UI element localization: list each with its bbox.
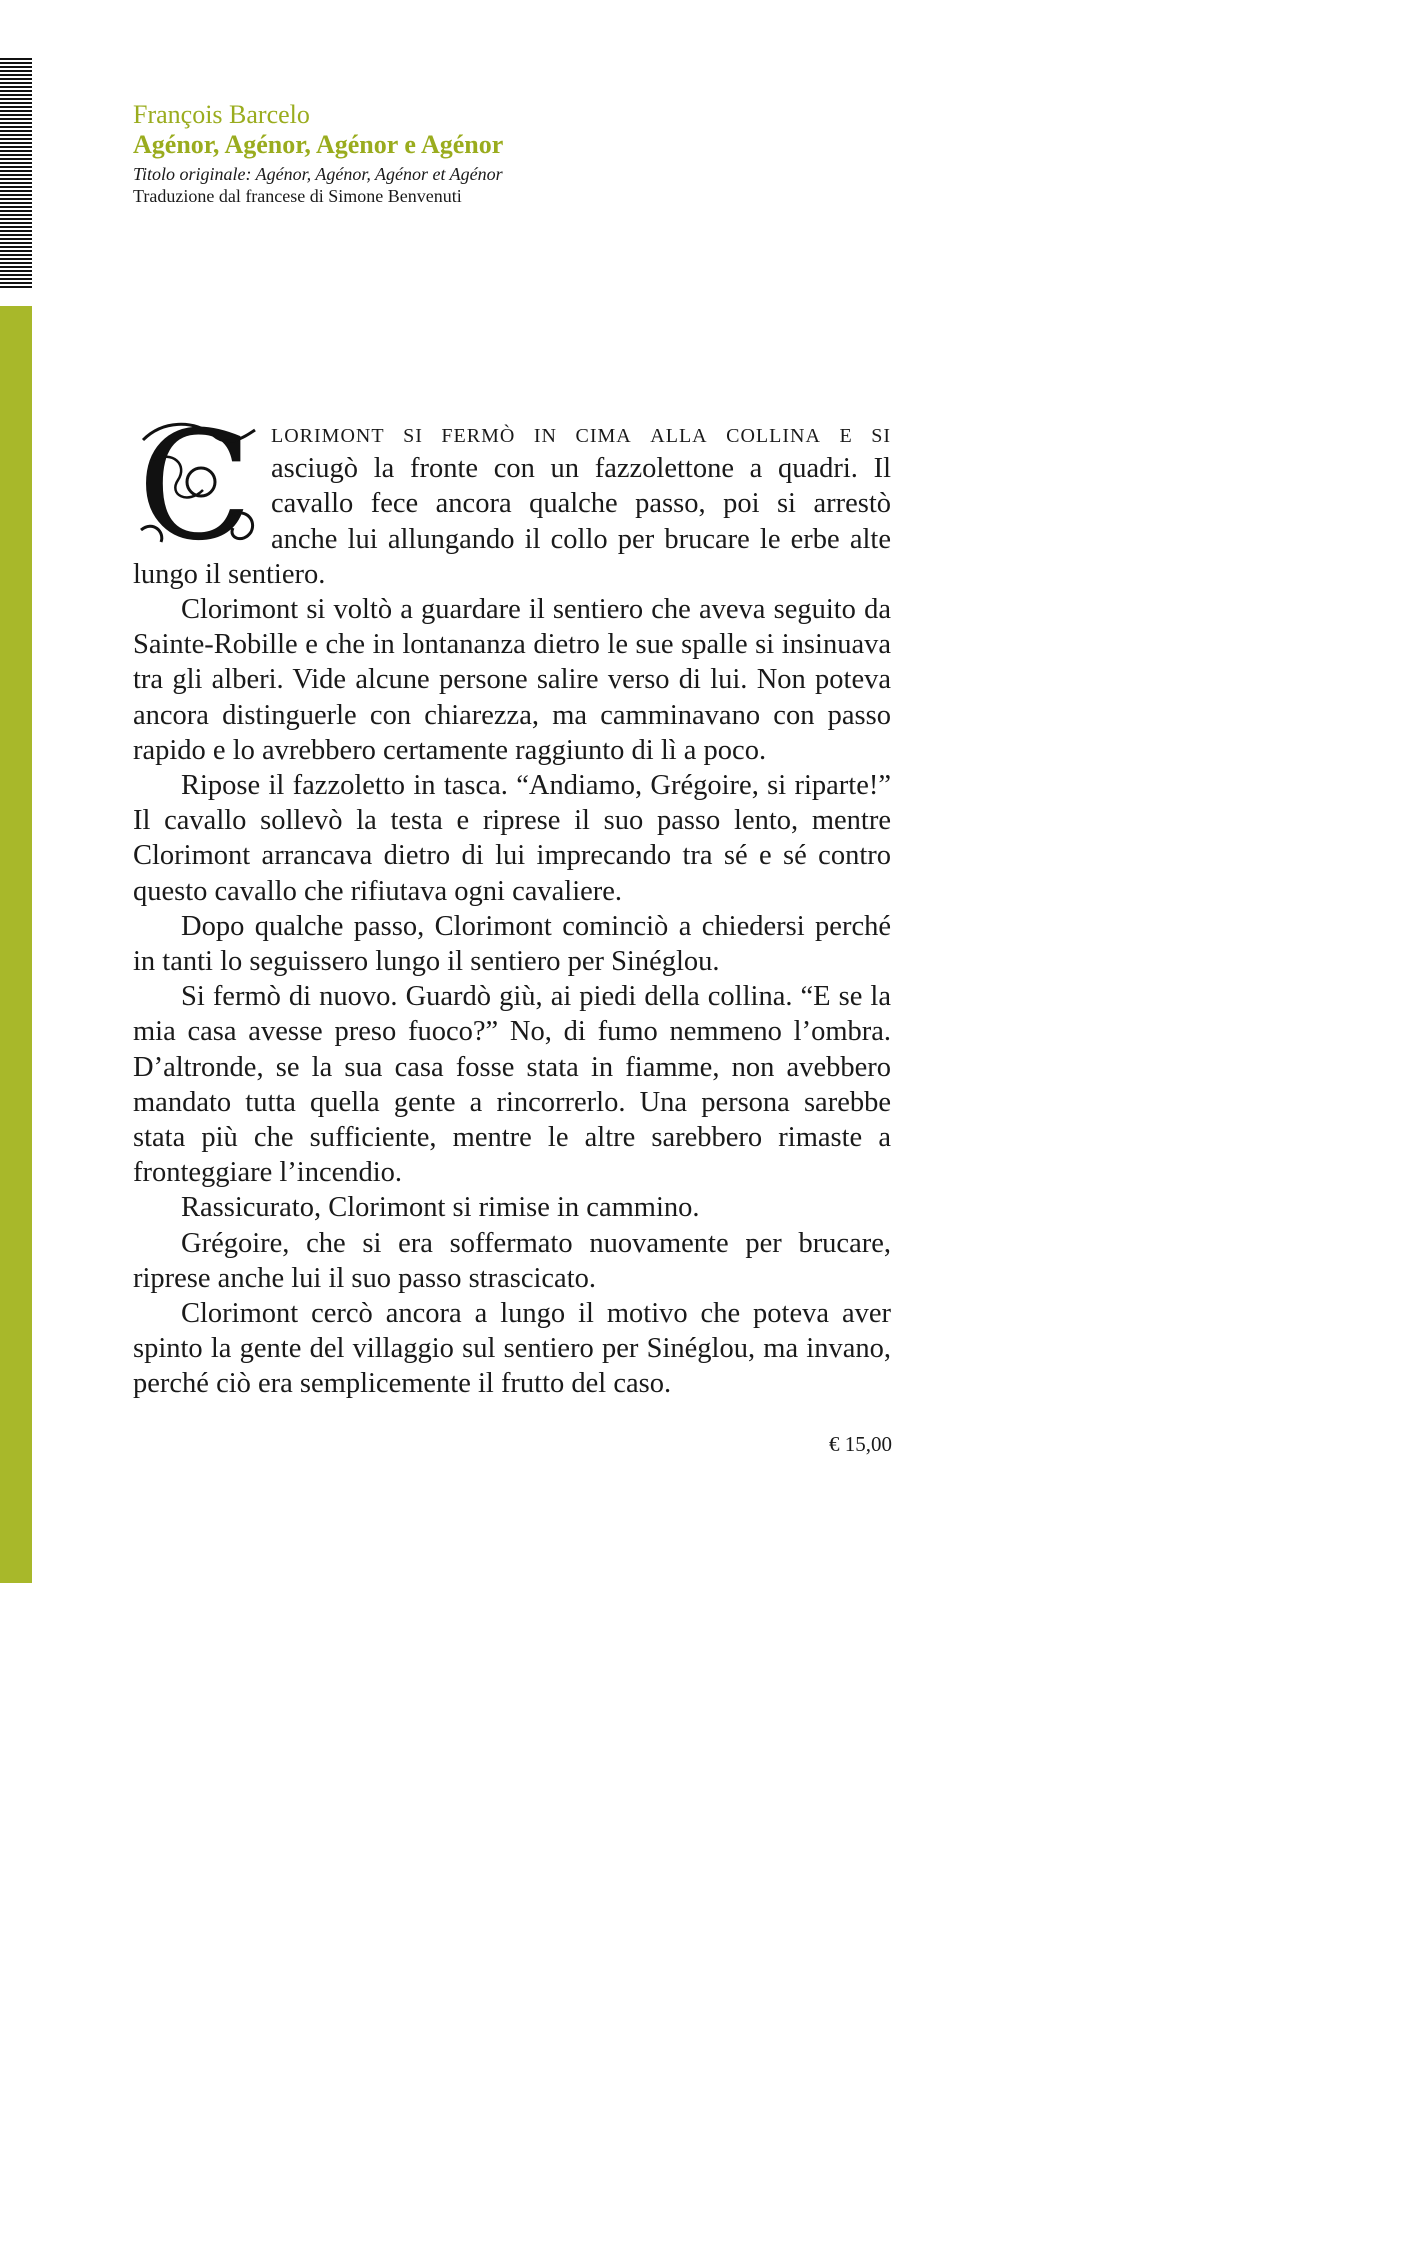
original-title: Titolo originale: Agénor, Agénor, Agénor et Agénor bbox=[133, 164, 503, 184]
book-header bbox=[133, 100, 933, 207]
paragraph: Dopo qualche passo, Clorimont cominciò a chiedersi perché in tanti lo seguissero lungo il sentiero per Sinéglou. bbox=[133, 910, 891, 978]
paragraph: Clorimont cercò ancora a lungo il motivo che poteva aver spinto la gente del villaggio sul sentiero per Sinéglou, ma invano, perché ciò era semplicemente il frutto del caso. bbox=[133, 1298, 891, 1400]
translation-credit: Traduzione dal francese di Simone Benvenuti bbox=[133, 186, 462, 206]
opening-text: asciugò la fronte con un fazzolettone a quadri. Il cavallo fece ancora qualche passo, poi si arrestò anche lui allungando il collo per brucare le erbe alte lungo il sentiero. bbox=[133, 453, 891, 590]
paragraph: Rassicurato, Clorimont si rimise in cammino. bbox=[181, 1192, 700, 1224]
paragraph: Grégoire, che si era soffermato nuovamente per brucare, riprese anche lui il suo passo strascicato. bbox=[133, 1227, 891, 1294]
decorated-initial-c bbox=[133, 420, 263, 550]
book-title: Agénor, Agénor, Agénor e Agénor bbox=[133, 130, 504, 159]
opening-smallcaps: lorimont si fermò in cima alla collina e si bbox=[271, 418, 891, 449]
dropcap-letter: C bbox=[137, 420, 253, 550]
author-name: François Barcelo bbox=[133, 100, 310, 129]
paragraph: Si fermò di nuovo. Guardò giù, ai piedi della collina. “E se la mia casa avesse preso fuoco?” No, di fumo nemmeno l’ombra. D’altronde, se la sua casa fosse stata in fiamme, non avebbero mandato tutta quella gente a rincorrerlo. Una persona sarebbe stata più che sufficiente, mentre le altre sarebbero rimaste a fronteggiare l’incendio. bbox=[133, 981, 891, 1189]
paragraph: Clorimont si voltò a guardare il sentiero che aveva seguito da Sainte-Robille e che in lontananza dietro le sue spalle si insinuava tra gli alberi. Vide alcune persone salire verso di lui. Non poteva ancora distinguerle con chiarezza, ma camminavano con passo rapido e lo avrebbero certamente raggiunto di lì a poco. bbox=[133, 594, 891, 766]
paragraph: Ripose il fazzoletto in tasca. “Andiamo, Grégoire, si riparte!” Il cavallo sollevò la testa e riprese il suo passo lento, mentre Clorimont arrancava dietro di lui imprecando tra sé e sé contro questo cavallo che rifiutava ogni cavaliere. bbox=[133, 770, 891, 907]
color-band bbox=[0, 306, 32, 1583]
barcode bbox=[0, 58, 32, 292]
price: € 15,00 bbox=[829, 1432, 892, 1456]
excerpt bbox=[133, 416, 891, 1402]
